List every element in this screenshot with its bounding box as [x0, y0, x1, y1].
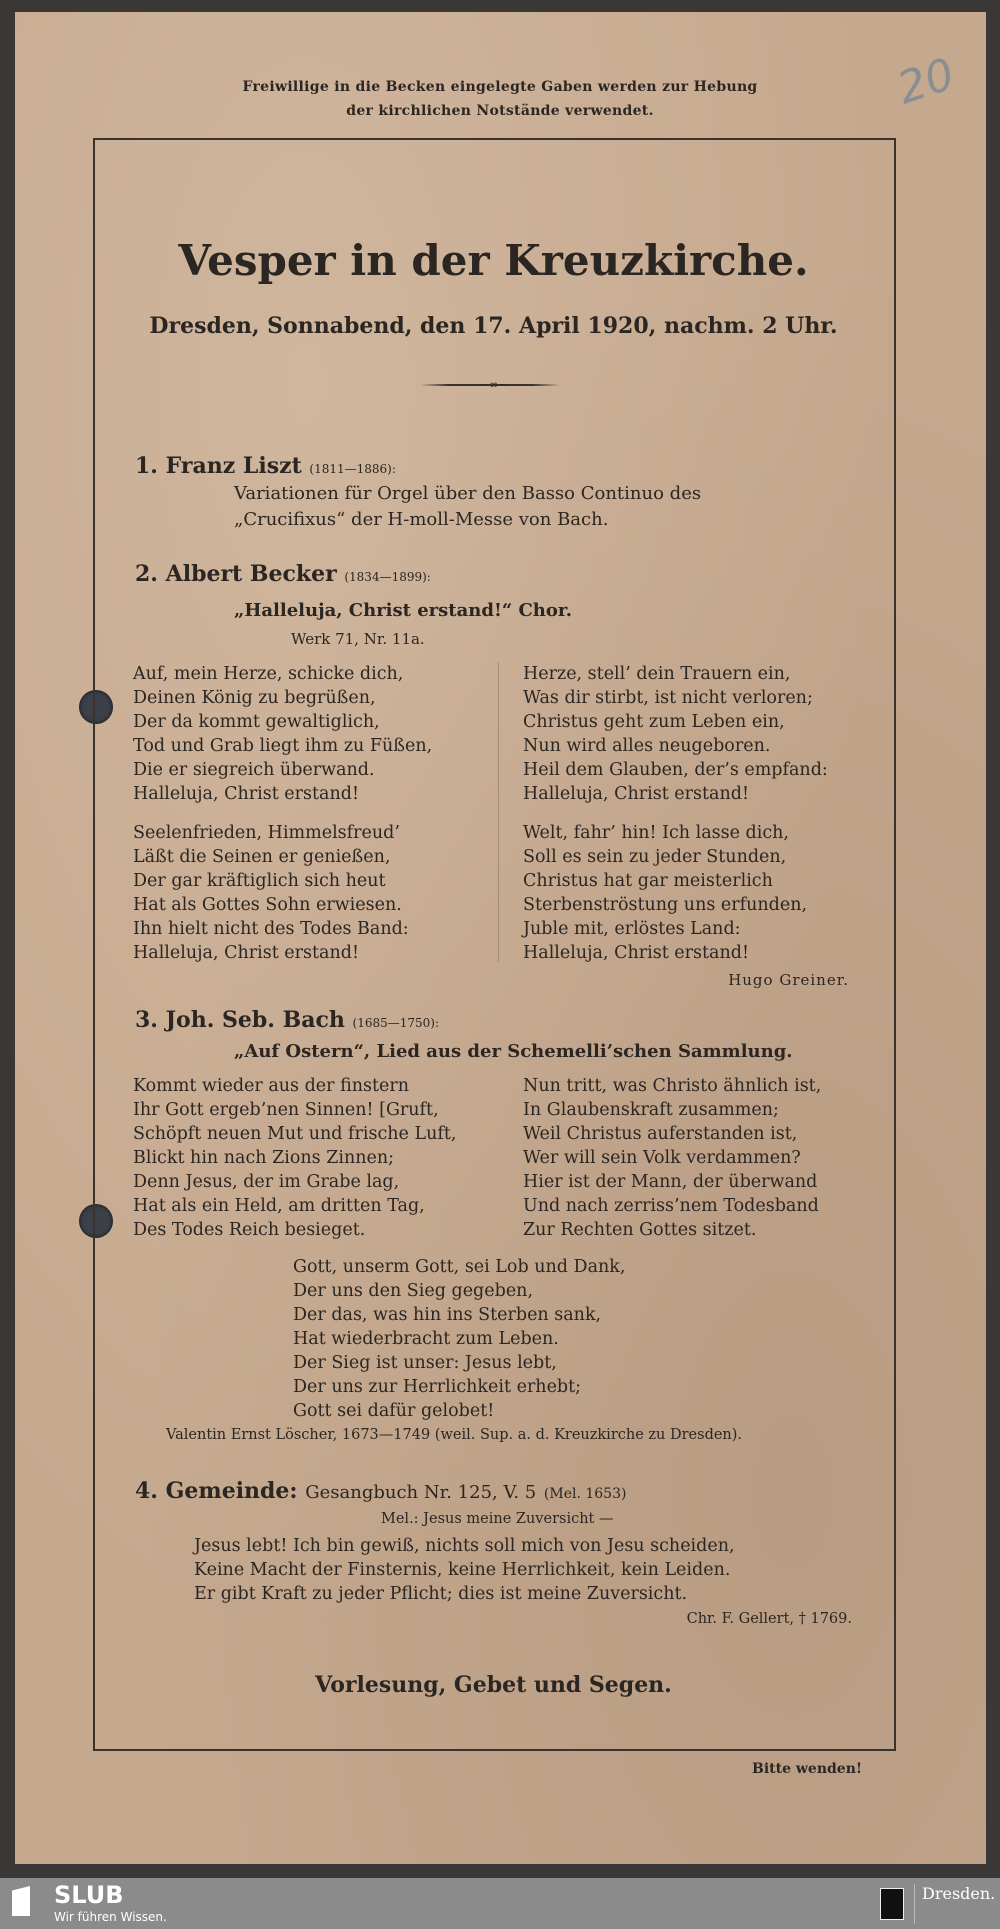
poem-line: Wer will sein Volk verdammen? [523, 1148, 801, 1168]
poem-line: Die er siegreich überwand. [133, 760, 375, 780]
poem-line: Blickt hin nach Zions Zinnen; [133, 1148, 395, 1168]
poem-line: Juble mit, erlöstes Land: [523, 919, 741, 939]
poem-line: Der uns zur Herrlichkeit erhebt; [293, 1377, 582, 1397]
footer-tagline: Wir führen Wissen. [54, 1910, 167, 1924]
item-2-opus: Werk 71, Nr. 11a. [291, 630, 425, 648]
footer-divider [914, 1884, 915, 1924]
closing-line: Vorlesung, Gebet und Segen. [315, 1672, 672, 1698]
poem-line: Soll es sein zu jeder Stunden, [523, 847, 787, 867]
poem-line: Nun wird alles neugeboren. [523, 736, 771, 756]
poem-line: Kommt wieder aus der finstern [133, 1076, 410, 1096]
footer-brand: SLUB [54, 1881, 124, 1909]
footer-city: Dresden. [922, 1884, 996, 1903]
poem-line: Tod und Grab liegt ihm zu Füßen, [133, 736, 433, 756]
hymn-line: Keine Macht der Finsternis, keine Herrlichkeit, kein Leiden. [194, 1560, 731, 1580]
poem-line: Hier ist der Mann, der überwand [523, 1172, 818, 1192]
poem-line: In Glaubenskraft zusammen; [523, 1100, 779, 1120]
dresden-coat-of-arms-icon [880, 1888, 904, 1920]
poem-line: Halleluja, Christ erstand! [523, 784, 749, 804]
poem-line: Ihr Gott ergeb’nen Sinnen! [Gruft, [133, 1100, 439, 1120]
footer-bar [0, 1878, 1000, 1929]
item-3-work: „Auf Ostern“, Lied aus der Schemelli’schen Sammlung. [234, 1041, 793, 1062]
item-2-work: „Halleluja, Christ erstand!“ Chor. [234, 600, 572, 621]
ornament-divider [420, 378, 560, 391]
poem-line: Hat als ein Held, am dritten Tag, [133, 1196, 425, 1216]
poem-line: Christus geht zum Leben ein, [523, 712, 785, 732]
header-note-line: Freiwillige in die Becken eingelegte Gaben werden zur Hebung [242, 79, 758, 95]
poem-line: Der Sieg ist unser: Jesus lebt, [293, 1353, 557, 1373]
poem-line: Und nach zerriss’nem Todesband [523, 1196, 819, 1216]
item-1-line: „Crucifixus“ der H-moll-Messe von Bach. [234, 509, 609, 530]
slub-logo-icon [12, 1886, 30, 1916]
poem-line: Halleluja, Christ erstand! [523, 943, 749, 963]
item-1-heading: 1. Franz Liszt (1811—1886): [135, 453, 396, 479]
poem-line: Ihn hielt nicht des Todes Band: [133, 919, 409, 939]
poem-line: Läßt die Seinen er genießen, [133, 847, 391, 867]
item-4-author: Chr. F. Gellert, † 1769. [686, 1611, 852, 1627]
poem-line: Deinen König zu begrüßen, [133, 688, 376, 708]
poem-line: Nun tritt, was Christo ähnlich ist, [523, 1076, 822, 1096]
ornament-icon: ~∞~ [480, 378, 508, 391]
poem-line: Auf, mein Herze, schicke dich, [133, 664, 404, 684]
poem-line: Hat wiederbracht zum Leben. [293, 1329, 559, 1349]
poem-line: Sterbenströstung uns erfunden, [523, 895, 808, 915]
poem-line: Des Todes Reich besieget. [133, 1220, 366, 1240]
item-3-author: Valentin Ernst Löscher, 1673—1749 (weil. Sup. a. d. Kreuzkirche zu Dresden). [166, 1427, 743, 1443]
pencil-number: 20 [891, 48, 961, 115]
item-4-melody: Mel.: Jesus meine Zuversicht — [381, 1511, 614, 1527]
column-divider [498, 662, 499, 962]
item-2-author: Hugo Greiner. [728, 971, 849, 989]
poem-line: Schöpft neuen Mut und frische Luft, [133, 1124, 457, 1144]
poem-line: Halleluja, Christ erstand! [133, 943, 359, 963]
subtitle: Dresden, Sonnabend, den 17. April 1920, nachm. 2 Uhr. [149, 313, 838, 339]
item-3-heading: 3. Joh. Seb. Bach (1685—1750): [135, 1007, 440, 1033]
poem-line: Herze, stell’ dein Trauern ein, [523, 664, 791, 684]
poem-line: Halleluja, Christ erstand! [133, 784, 359, 804]
poem-line: Seelenfrieden, Himmelsfreud’ [133, 823, 400, 843]
page-title: Vesper in der Kreuzkirche. [178, 236, 809, 285]
header-note-line: der kirchlichen Notstände verwendet. [346, 103, 654, 119]
hymn-line: Jesus lebt! Ich bin gewiß, nichts soll mich von Jesu scheiden, [194, 1536, 735, 1556]
poem-line: Welt, fahr’ hin! Ich lasse dich, [523, 823, 789, 843]
poem-line: Gott, unserm Gott, sei Lob und Dank, [293, 1257, 626, 1277]
item-4-heading: 4. Gemeinde: Gesangbuch Nr. 125, V. 5 (Mel. 1653) [135, 1478, 627, 1504]
poem-line: Denn Jesus, der im Grabe lag, [133, 1172, 400, 1192]
turn-over-note: Bitte wenden! [752, 1761, 863, 1777]
poem-line: Heil dem Glauben, der’s empfand: [523, 760, 828, 780]
poem-line: Gott sei dafür gelobet! [293, 1401, 495, 1421]
poem-line: Weil Christus auferstanden ist, [523, 1124, 798, 1144]
poem-line: Was dir stirbt, ist nicht verloren; [523, 688, 813, 708]
poem-line: Der da kommt gewaltiglich, [133, 712, 380, 732]
item-2-heading: 2. Albert Becker (1834—1899): [135, 561, 431, 587]
poem-line: Zur Rechten Gottes sitzet. [523, 1220, 757, 1240]
item-1-line: Variationen für Orgel über den Basso Continuo des [234, 483, 702, 504]
poem-line: Der das, was hin ins Sterben sank, [293, 1305, 602, 1325]
hymn-line: Er gibt Kraft zu jeder Pflicht; dies ist meine Zuversicht. [194, 1584, 688, 1604]
poem-line: Der gar kräftiglich sich heut [133, 871, 386, 891]
poem-line: Hat als Gottes Sohn erwiesen. [133, 895, 402, 915]
poem-line: Christus hat gar meisterlich [523, 871, 773, 891]
poem-line: Der uns den Sieg gegeben, [293, 1281, 534, 1301]
